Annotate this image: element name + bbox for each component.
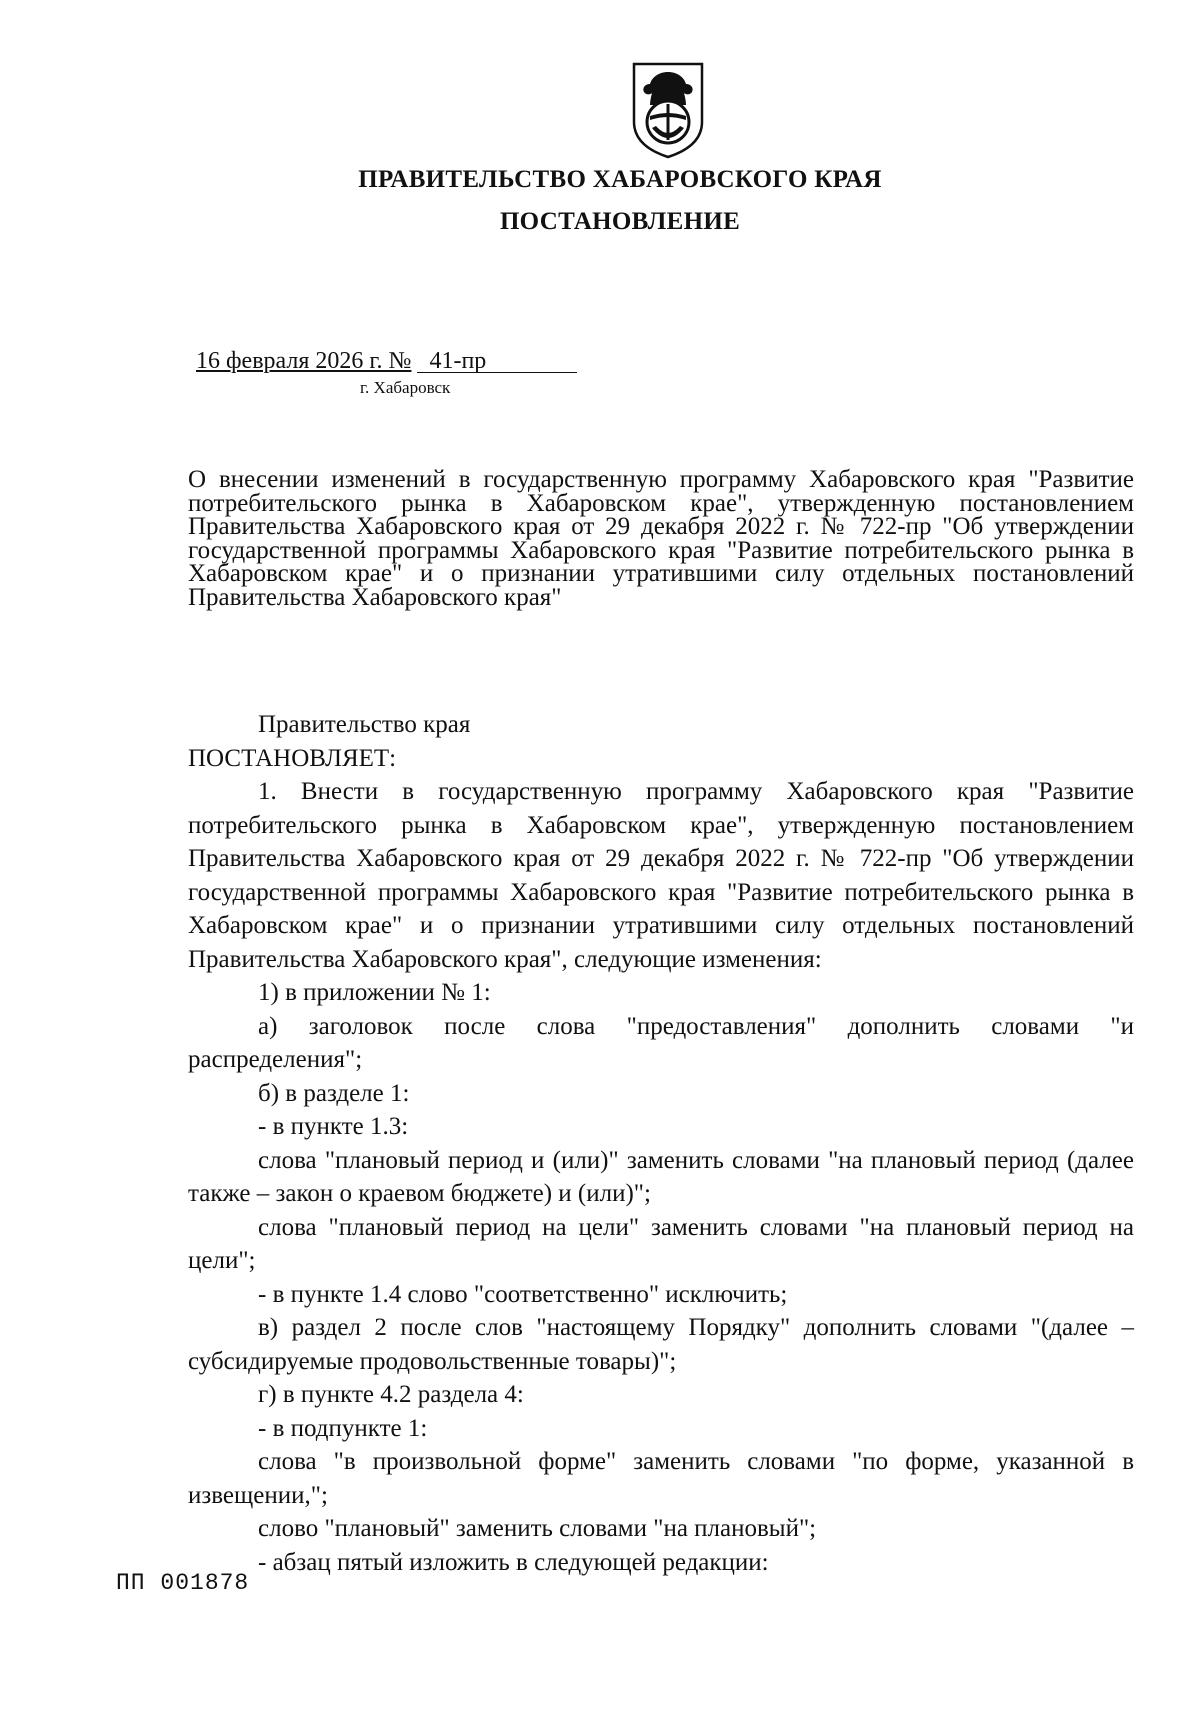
body-paragraph: слова "в произвольной форме" заменить словами "по форме, указанной в извещении,"; xyxy=(188,1448,1134,1509)
document-number: 41-пр xyxy=(417,350,577,373)
body-paragraph: - в пункте 1.4 слово "соответственно" исключить; xyxy=(258,1280,788,1308)
body-paragraph: 1) в приложении № 1: xyxy=(258,979,491,1006)
body-paragraph: слова "плановый период на цели" заменить словами "на плановый период на цели"; xyxy=(188,1213,1134,1274)
body-paragraph: - в подпункте 1: xyxy=(258,1414,428,1442)
body-paragraph: в) раздел 2 после слов "настоящему Порядку" дополнить словами "(далее – субсидируемые продовольственные товары)"; xyxy=(188,1314,1134,1375)
document-subject: О внесении изменений в государственную программу Хабаровского края "Развитие потребительского рынка в Хабаровском крае", утвержденную постановлением Правительства Хабаровского края от 29 декабря 2022 г. № 722-пр "Об утверждении государственной программы Хабаровского края "Развитие потребительского рынка в Хабаровском крае" и о признании утратившими силу отдельных постановлений Правительства Хабаровского края" xyxy=(188,466,1134,611)
body-paragraph: 1. Внести в государственную программу Хабаровского края "Развитие потребительского рынка в Хабаровском крае", утвержденную постановлением Правительства Хабаровского края от 29 декабря 2022 г. № 722-пр "Об утверждении государственной программы Хабаровского края "Развитие потребительского рынка в Хабаровском крае" и о признании утратившими силу отдельных постановлений Правительства Хабаровского края", следующие изменения: xyxy=(188,778,1134,973)
body-paragraph: слово "плановый" заменить словами "на плановый"; xyxy=(258,1515,817,1542)
footer-form-code: ПП 001878 xyxy=(116,1570,250,1596)
body-paragraph: слова "плановый период и (или)" заменить словами "на плановый период (далее также – закон о краевом бюджете) и (или)"; xyxy=(188,1146,1134,1207)
document-city: г. Хабаровск xyxy=(360,378,451,397)
body-paragraph: г) в пункте 4.2 раздела 4: xyxy=(258,1381,524,1408)
government-name: ПРАВИТЕЛЬСТВО ХАБАРОВСКОГО КРАЯ xyxy=(358,166,882,193)
body-paragraph: а) заголовок после слова "предоставления" дополнить словами "и распределения"; xyxy=(188,1012,1134,1073)
body-resolves: ПОСТАНОВЛЯЕТ: xyxy=(188,744,397,772)
body-intro: Правительство края xyxy=(258,711,471,738)
body-paragraph: - абзац пятый изложить в следующей редакции: xyxy=(258,1548,769,1576)
body-paragraph: б) в разделе 1: xyxy=(258,1079,410,1107)
document-body xyxy=(188,708,1134,1579)
body-paragraph: - в пункте 1.3: xyxy=(258,1113,409,1140)
document-date: 16 февраля 2026 г. № xyxy=(196,348,412,374)
document-type: ПОСТАНОВЛЕНИЕ xyxy=(499,208,741,235)
khabarovsk-coat-of-arms-icon xyxy=(628,60,708,160)
date-number-line xyxy=(196,348,577,375)
